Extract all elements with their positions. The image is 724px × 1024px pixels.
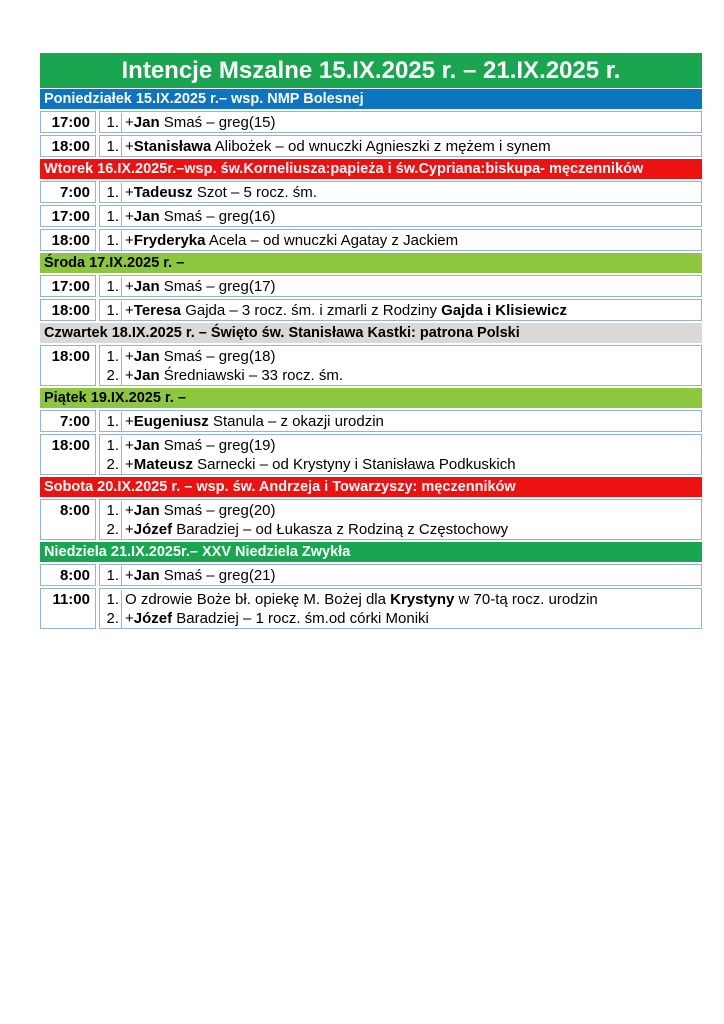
intention-text: +Eugeniusz Stanula – z okazji urodzin xyxy=(125,413,384,430)
mass-row xyxy=(40,111,702,133)
day-header: Sobota 20.IX.2025 r. – wsp. św. Andrzeja i Towarzyszy: męczenników xyxy=(40,477,702,497)
mass-intentions-table xyxy=(40,53,702,631)
mass-row xyxy=(40,434,702,475)
day-header: Czwartek 18.IX.2025 r. – Święto św. Stanisława Kastki: patrona Polski xyxy=(40,323,702,343)
mass-intentions xyxy=(99,205,702,227)
mass-time: 18:00 xyxy=(40,135,96,157)
mass-time: 8:00 xyxy=(40,499,96,540)
intention-number: 1. xyxy=(100,231,122,250)
mass-time: 18:00 xyxy=(40,345,96,386)
mass-time: 17:00 xyxy=(40,111,96,133)
intention-number: 1. xyxy=(100,137,122,156)
mass-row xyxy=(40,229,702,251)
mass-row xyxy=(40,205,702,227)
intention-number: 1. xyxy=(100,436,122,455)
mass-row xyxy=(40,135,702,157)
mass-time: 18:00 xyxy=(40,434,96,475)
intention-number: 1. xyxy=(100,277,122,296)
mass-intentions xyxy=(99,499,702,540)
intention-number: 1. xyxy=(100,566,122,585)
mass-row xyxy=(40,345,702,386)
mass-intentions xyxy=(99,135,702,157)
intention-number: 2. xyxy=(100,455,122,474)
day-header: Poniedziałek 15.IX.2025 r.– wsp. NMP Bolesnej xyxy=(40,89,702,109)
intention-line xyxy=(100,520,701,539)
intention-text: +Stanisława Alibożek – od wnuczki Agnieszki z mężem i synem xyxy=(125,138,551,155)
intention-line xyxy=(100,501,701,520)
intention-line xyxy=(100,436,701,455)
intention-number: 2. xyxy=(100,366,122,385)
mass-intentions xyxy=(99,111,702,133)
intention-text: +Mateusz Sarnecki – od Krystyny i Stanisława Podkuskich xyxy=(125,456,516,473)
mass-intentions xyxy=(99,345,702,386)
schedule-title: Intencje Mszalne 15.IX.2025 r. – 21.IX.2025 r. xyxy=(40,53,702,88)
mass-row xyxy=(40,275,702,297)
intention-line xyxy=(100,609,701,628)
intention-number: 2. xyxy=(100,609,122,628)
intention-number: 1. xyxy=(100,501,122,520)
intention-text: +Jan Smaś – greg(20) xyxy=(125,502,276,519)
intention-number: 2. xyxy=(100,520,122,539)
mass-row xyxy=(40,299,702,321)
mass-time: 8:00 xyxy=(40,564,96,586)
intention-line xyxy=(100,301,701,320)
intention-number: 1. xyxy=(100,412,122,431)
intention-line xyxy=(100,347,701,366)
mass-time: 17:00 xyxy=(40,205,96,227)
mass-intentions xyxy=(99,181,702,203)
intention-line xyxy=(100,231,701,250)
intention-line xyxy=(100,113,701,132)
mass-row xyxy=(40,181,702,203)
mass-row xyxy=(40,410,702,432)
intention-text: +Jan Smaś – greg(16) xyxy=(125,208,276,225)
mass-row xyxy=(40,499,702,540)
intention-text: +Jan Smaś – greg(21) xyxy=(125,567,276,584)
intention-number: 1. xyxy=(100,113,122,132)
intention-line xyxy=(100,412,701,431)
mass-intentions xyxy=(99,299,702,321)
intention-number: 1. xyxy=(100,301,122,320)
mass-time: 18:00 xyxy=(40,229,96,251)
mass-intentions xyxy=(99,434,702,475)
day-header: Niedziela 21.IX.2025r.– XXV Niedziela Zwykła xyxy=(40,542,702,562)
intention-line xyxy=(100,566,701,585)
intention-text: +Józef Baradziej – 1 rocz. śm.od córki Moniki xyxy=(125,610,429,627)
mass-time: 7:00 xyxy=(40,410,96,432)
mass-time: 7:00 xyxy=(40,181,96,203)
day-header: Wtorek 16.IX.2025r.–wsp. św.Korneliusza:papieża i św.Cypriana:biskupa- męczenników xyxy=(40,159,702,179)
intention-line xyxy=(100,366,701,385)
mass-intentions xyxy=(99,410,702,432)
mass-intentions xyxy=(99,275,702,297)
intention-text: +Jan Smaś – greg(17) xyxy=(125,278,276,295)
intention-text: +Fryderyka Acela – od wnuczki Agatay z Jackiem xyxy=(125,232,459,249)
intention-text: O zdrowie Boże bł. opiekę M. Bożej dla Krystyny w 70-tą rocz. urodzin xyxy=(125,591,598,608)
mass-time: 11:00 xyxy=(40,588,96,629)
intention-number: 1. xyxy=(100,183,122,202)
day-header: Środa 17.IX.2025 r. – xyxy=(40,253,702,273)
mass-intentions xyxy=(99,229,702,251)
mass-intentions xyxy=(99,564,702,586)
intention-number: 1. xyxy=(100,347,122,366)
intention-line xyxy=(100,590,701,609)
intention-line xyxy=(100,137,701,156)
intention-text: +Jan Smaś – greg(15) xyxy=(125,114,276,131)
intention-text: +Jan Smaś – greg(19) xyxy=(125,437,276,454)
intention-text: +Tadeusz Szot – 5 rocz. śm. xyxy=(125,184,317,201)
intention-line xyxy=(100,207,701,226)
intention-line xyxy=(100,277,701,296)
intention-number: 1. xyxy=(100,207,122,226)
intention-text: +Jan Średniawski – 33 rocz. śm. xyxy=(125,367,344,384)
mass-row xyxy=(40,564,702,586)
day-header: Piątek 19.IX.2025 r. – xyxy=(40,388,702,408)
intention-text: +Jan Smaś – greg(18) xyxy=(125,348,276,365)
intention-line xyxy=(100,455,701,474)
mass-time: 17:00 xyxy=(40,275,96,297)
mass-row xyxy=(40,588,702,629)
intention-number: 1. xyxy=(100,590,122,609)
mass-intentions xyxy=(99,588,702,629)
intention-text: +Teresa Gajda – 3 rocz. śm. i zmarli z Rodziny Gajda i Klisiewicz xyxy=(125,302,567,319)
schedule-days xyxy=(40,89,702,629)
mass-time: 18:00 xyxy=(40,299,96,321)
intention-text: +Józef Baradziej – od Łukasza z Rodziną z Częstochowy xyxy=(125,521,509,538)
intention-line xyxy=(100,183,701,202)
